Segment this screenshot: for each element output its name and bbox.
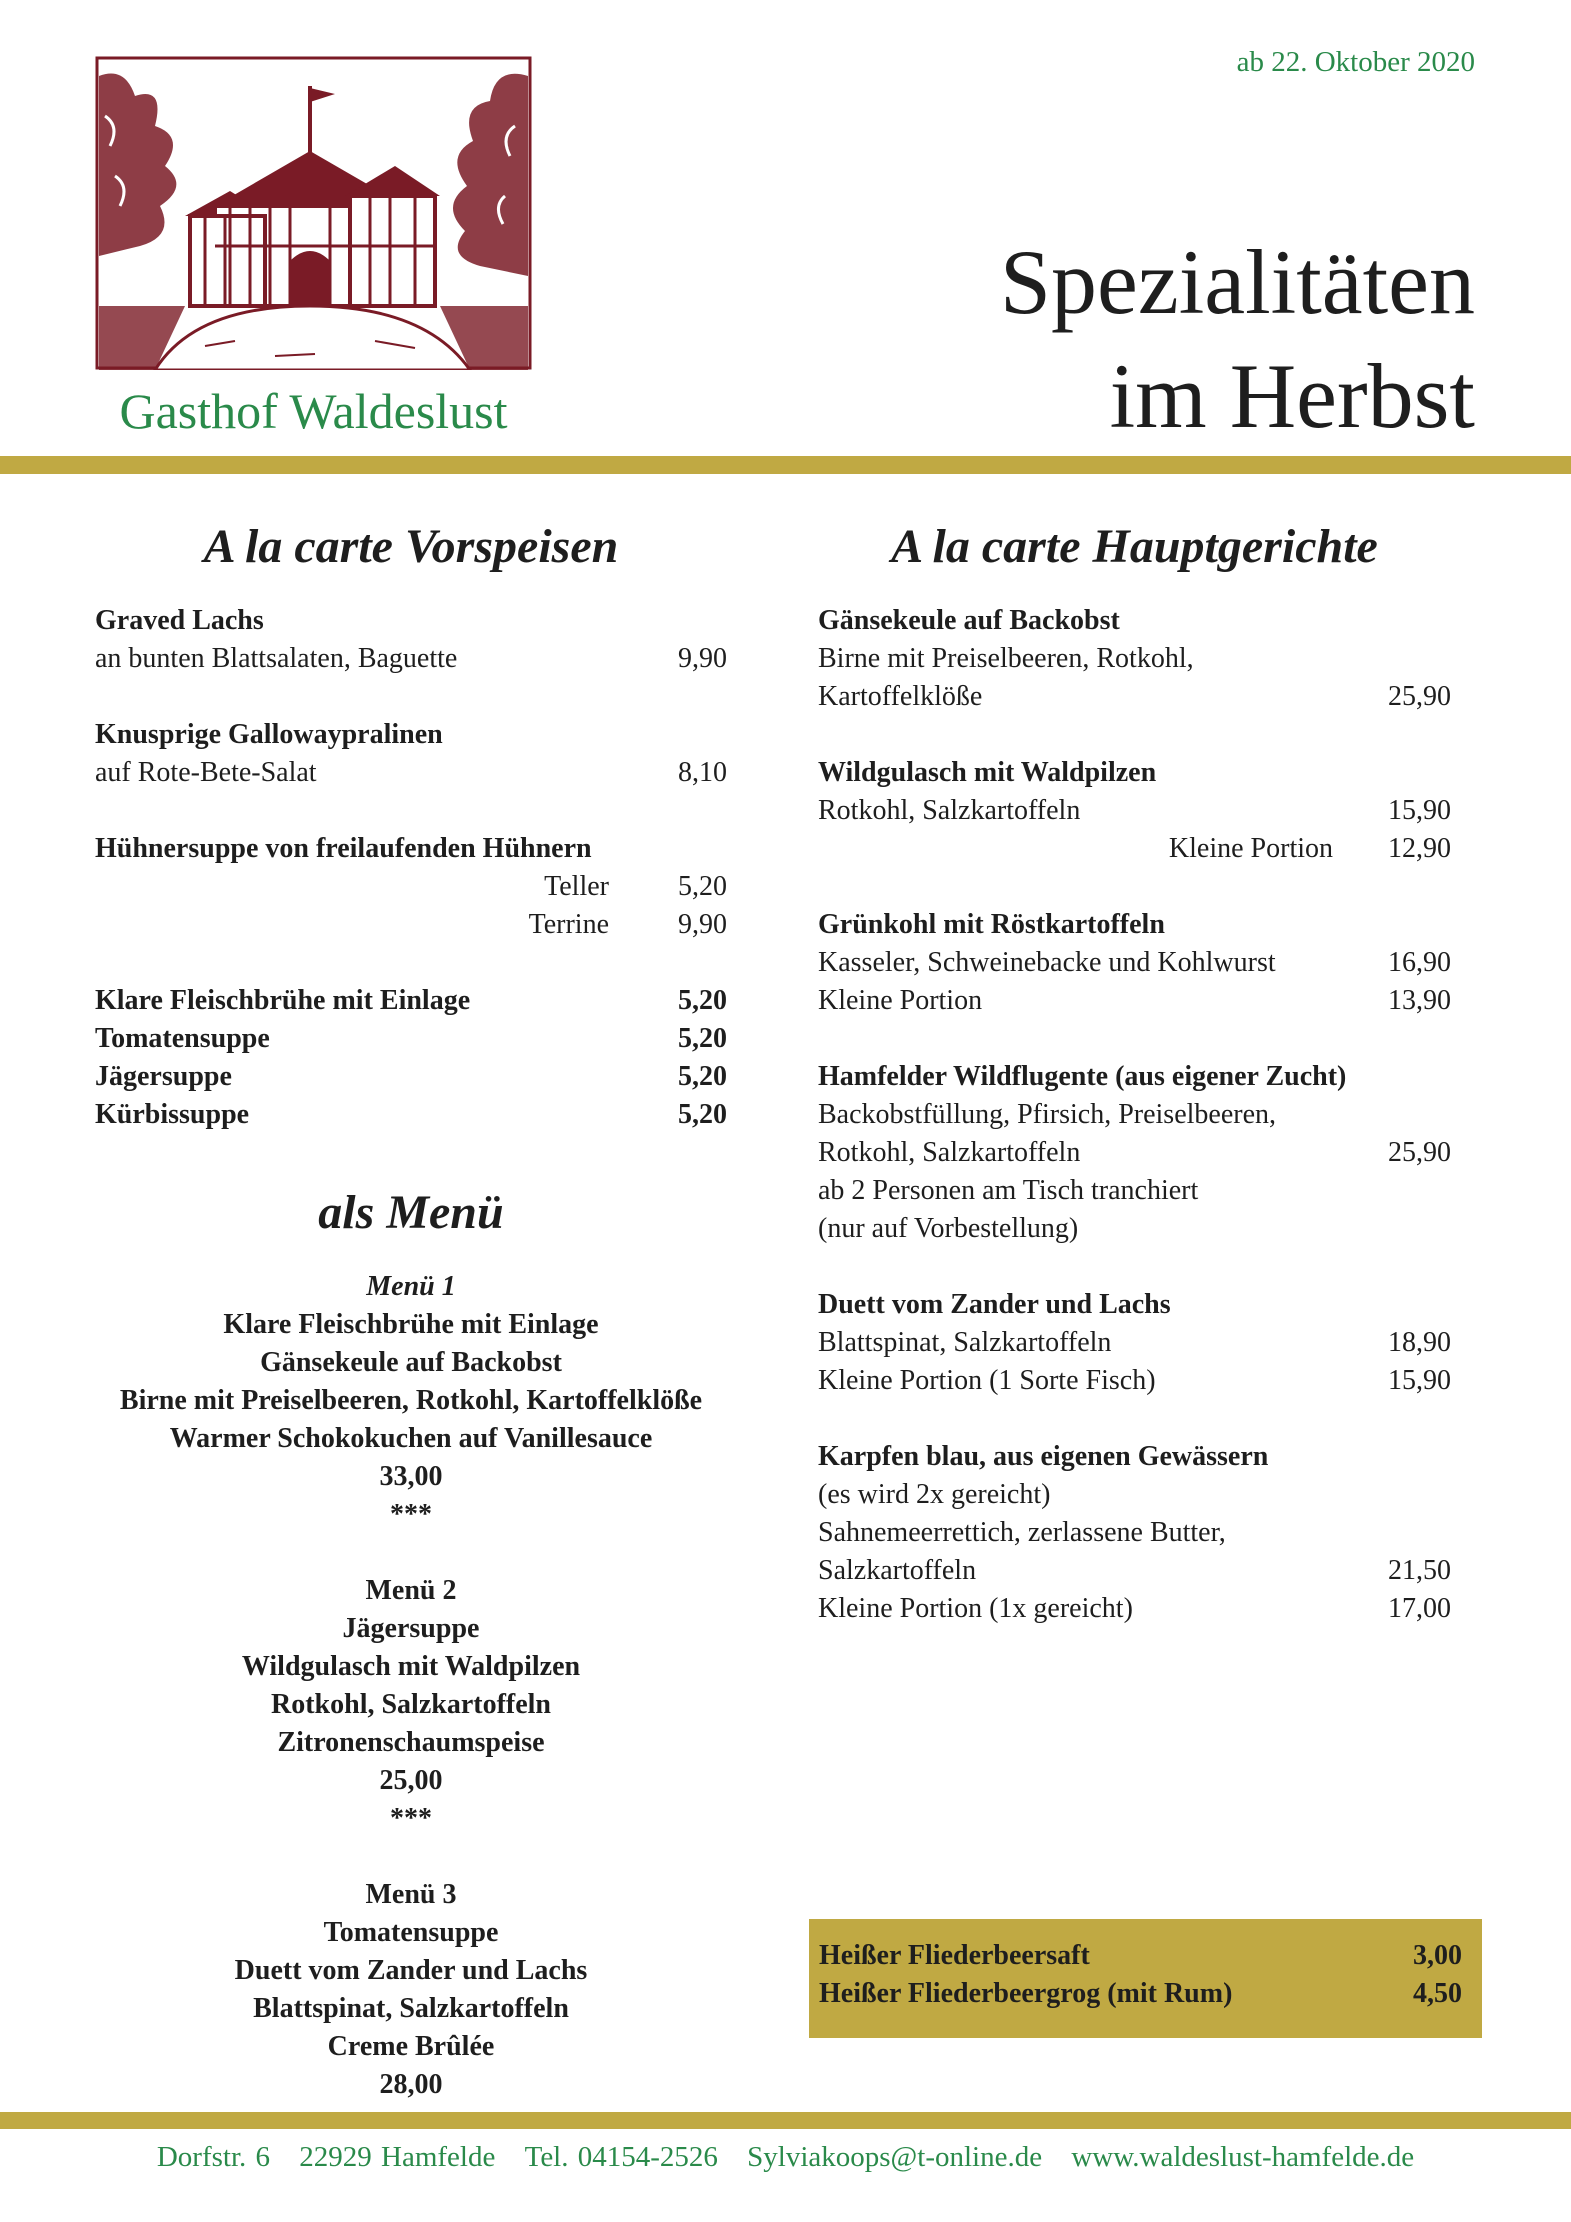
footer-contact (0, 2141, 1571, 2174)
dish-description: Rotkohl, Salzkartoffeln (818, 795, 1081, 826)
menus-title: als Menü (318, 1186, 504, 1239)
dish-note-text: ab 2 Personen am Tisch tranchiert (818, 1175, 1199, 1206)
vorspeisen-title: A la carte Vorspeisen (203, 520, 619, 573)
dish-description: Salzkartoffeln (818, 1555, 977, 1586)
menu-price: 25,00 (379, 1765, 443, 1796)
soup-name: Jägersuppe (95, 1061, 232, 1092)
bottom-divider-band (0, 2112, 1571, 2129)
menu-1 (95, 1268, 727, 1534)
portion-label: Terrine (528, 909, 609, 940)
soup-row (95, 1058, 727, 1096)
dish-description: Backobstfüllung, Pfirsich, Preiselbeeren, (818, 1099, 1277, 1130)
dish-price: 21,50 (1388, 1555, 1451, 1586)
menu-course: Warmer Schokokuchen auf Vanillesauce (169, 1423, 653, 1454)
dish-name: Gänsekeule auf Backobst (818, 605, 1120, 636)
dish-name: Hühnersuppe von freilaufenden Hühnern (95, 833, 592, 864)
soup-price: 5,20 (678, 1023, 727, 1054)
dish-note (818, 1476, 1451, 1514)
footer-street: Dorfstr. 6 (156, 2141, 271, 2173)
dish-price: 25,90 (1388, 1137, 1451, 1168)
dish-note (818, 1210, 1451, 1248)
top-divider-band (0, 456, 1571, 474)
dish-price: 13,90 (1388, 985, 1451, 1016)
dish-price: 5,20 (678, 871, 727, 902)
footer-email[interactable]: Sylviakoops@t-online.de (747, 2141, 1043, 2173)
menu-course: Blattspinat, Salzkartoffeln (253, 1993, 569, 2024)
menu-name: Menü 1 (366, 1271, 456, 1302)
restaurant-name: Gasthof Waldeslust (119, 383, 508, 439)
dish-name: Knusprige Gallowaypralinen (95, 719, 443, 750)
dish-description: Sahnemeerrettich, zerlassene Butter, (818, 1517, 1226, 1548)
dish-price: 16,90 (1388, 947, 1451, 978)
menu-course: Birne mit Preiselbeeren, Rotkohl, Kartoffelklöße (119, 1385, 703, 1416)
title-line-2: im Herbst (1109, 345, 1475, 447)
dish-description: Kartoffelklöße (818, 681, 983, 712)
dish-row (818, 640, 1451, 678)
drink-name: Heißer Fliederbeersaft (819, 1940, 1090, 1971)
dish-note (818, 1172, 1451, 1210)
dish-row (818, 678, 1451, 716)
menu-course: Gänsekeule auf Backobst (260, 1347, 562, 1378)
soup-row (95, 982, 727, 1020)
footer-website[interactable]: www.waldeslust-hamfelde.de (1071, 2141, 1415, 2173)
dish-row (95, 906, 727, 944)
right-column (818, 512, 1451, 1628)
dish-name: Karpfen blau, aus eigenen Gewässern (818, 1441, 1269, 1472)
drink-row (819, 1975, 1462, 2013)
dish-price: 25,90 (1388, 681, 1451, 712)
dish-price: 9,90 (678, 909, 727, 940)
dish-row (818, 982, 1451, 1020)
dish-price: 15,90 (1388, 795, 1451, 826)
hot-drinks-box (809, 1919, 1482, 2038)
drink-row (819, 1937, 1462, 1975)
soup-name: Klare Fleischbrühe mit Einlage (95, 985, 471, 1016)
dish-row (818, 1096, 1451, 1134)
soup-price: 5,20 (678, 1061, 727, 1092)
soup-price: 5,20 (678, 985, 727, 1016)
dish-description: an bunten Blattsalaten, Baguette (95, 643, 458, 674)
dish-price: 18,90 (1388, 1327, 1451, 1358)
portion-label: Kleine Portion (818, 985, 983, 1016)
menu-course: Creme Brûlée (327, 2031, 495, 2062)
menu-price: 28,00 (379, 2069, 443, 2100)
menu-course: Klare Fleischbrühe mit Einlage (223, 1309, 599, 1340)
dish-name: Duett vom Zander und Lachs (818, 1289, 1171, 1320)
dish-row (818, 1362, 1451, 1400)
dish-row (95, 868, 727, 906)
valid-from-date: ab 22. Oktober 2020 (1236, 46, 1475, 78)
menu-course: Duett vom Zander und Lachs (234, 1955, 588, 1986)
dish-row (818, 1324, 1451, 1362)
dish-price: 9,90 (678, 643, 727, 674)
dish-row (818, 944, 1451, 982)
dish-description: Birne mit Preiselbeeren, Rotkohl, (818, 643, 1194, 674)
drink-name: Heißer Fliederbeergrog (mit Rum) (819, 1978, 1233, 2009)
dish-row (95, 640, 727, 678)
dish-row (818, 1134, 1451, 1172)
dish-row (818, 830, 1451, 868)
menu-course: Wildgulasch mit Waldpilzen (241, 1651, 581, 1682)
dish-description: Rotkohl, Salzkartoffeln (818, 1137, 1081, 1168)
hauptgerichte-title: A la carte Hauptgerichte (891, 520, 1378, 573)
menu-3 (95, 1876, 727, 2104)
dish-row (818, 1552, 1451, 1590)
soup-name: Kürbissuppe (95, 1099, 250, 1130)
menu-name: Menü 3 (365, 1879, 457, 1910)
soup-price: 5,20 (678, 1099, 727, 1130)
menu-price: 33,00 (379, 1461, 443, 1492)
dish-name: Grünkohl mit Röstkartoffeln (818, 909, 1165, 940)
dish-description: Blattspinat, Salzkartoffeln (818, 1327, 1112, 1358)
dish-note-text: (nur auf Vorbestellung) (818, 1213, 1079, 1244)
left-column (95, 512, 727, 2104)
dish-description: Kasseler, Schweinebacke und Kohlwurst (818, 947, 1276, 978)
menu-2 (95, 1572, 727, 1838)
portion-label: Teller (544, 871, 609, 902)
dish-row (818, 1514, 1451, 1552)
footer-city: 22929 Hamfelde (299, 2141, 496, 2173)
page-title (1000, 225, 1475, 453)
menu-course: Jägersuppe (342, 1613, 480, 1644)
dish-row (818, 1590, 1451, 1628)
title-line-1: Spezialitäten (999, 231, 1475, 333)
dish-name: Wildgulasch mit Waldpilzen (818, 757, 1157, 788)
drink-price: 4,50 (1413, 1978, 1462, 2009)
dish-price: 8,10 (678, 757, 727, 788)
menu-course: Rotkohl, Salzkartoffeln (271, 1689, 551, 1720)
dish-name: Graved Lachs (95, 605, 264, 636)
dish-price: 15,90 (1388, 1365, 1451, 1396)
dish-description: auf Rote-Bete-Salat (95, 757, 317, 788)
dish-note-text: (es wird 2x gereicht) (818, 1479, 1051, 1510)
menu-name: Menü 2 (365, 1575, 457, 1606)
drink-price: 3,00 (1413, 1940, 1462, 1971)
portion-label: Kleine Portion (1x gereicht) (818, 1593, 1133, 1624)
menu-separator: *** (390, 1803, 432, 1834)
footer-phone: Tel. 04154-2526 (524, 2141, 718, 2173)
inn-house-illustration-icon (95, 56, 532, 370)
portion-label: Kleine Portion (1 Sorte Fisch) (818, 1365, 1156, 1396)
dish-price: 17,00 (1388, 1593, 1451, 1624)
dish-row (818, 792, 1451, 830)
menu-separator: *** (390, 1499, 432, 1530)
dish-price: 12,90 (1388, 833, 1451, 864)
soup-name: Tomatensuppe (95, 1023, 270, 1054)
menu-course: Zitronenschaumspeise (277, 1727, 545, 1758)
dish-name: Hamfelder Wildflugente (aus eigener Zucht) (818, 1061, 1347, 1092)
soup-row (95, 1096, 727, 1134)
dish-row (95, 754, 727, 792)
portion-label: Kleine Portion (1168, 833, 1333, 864)
soup-row (95, 1020, 727, 1058)
menu-course: Tomatensuppe (323, 1917, 499, 1948)
